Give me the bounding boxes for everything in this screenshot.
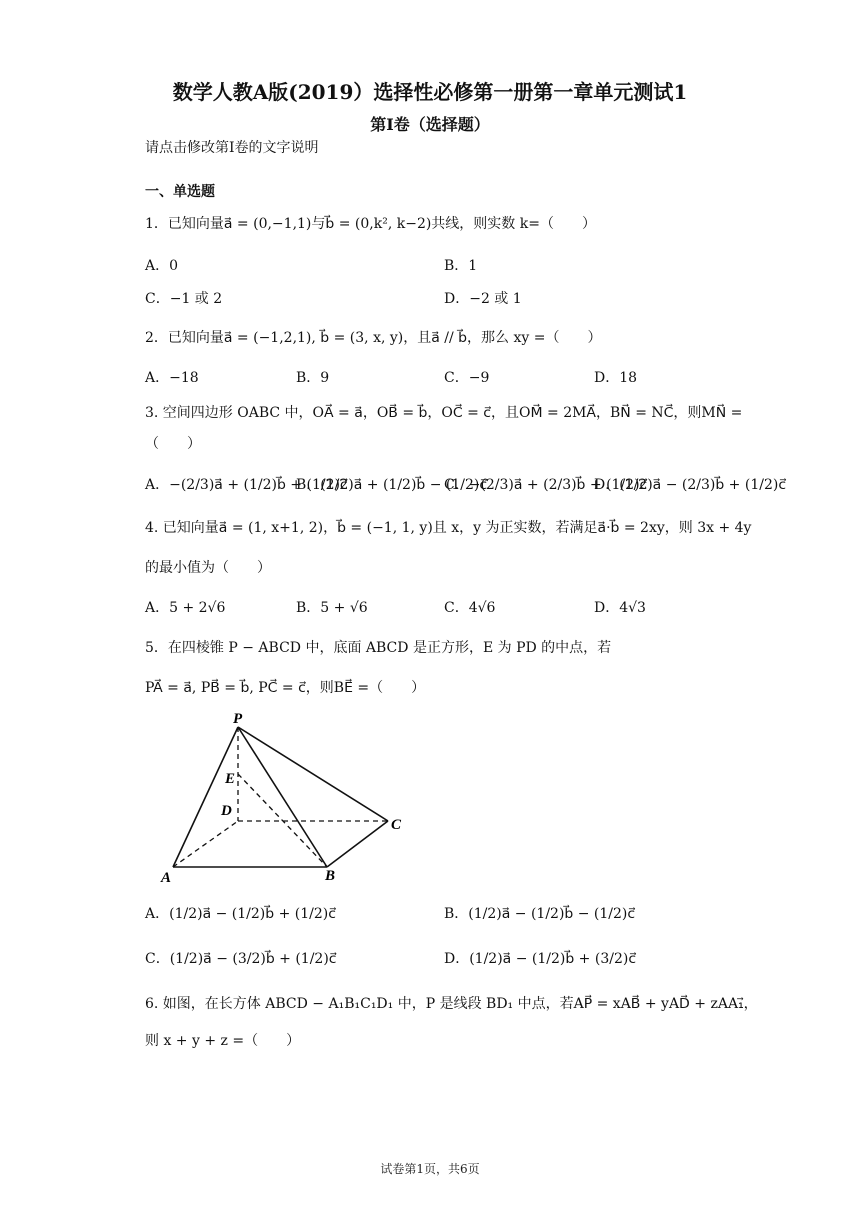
question-3-option-d[interactable]: D．(1/2)a⃗ − (2/3)b⃗ + (1/2)c⃗	[594, 477, 787, 493]
question-5-option-b[interactable]: B．(1/2)a⃗ − (1/2)b⃗ − (1/2)c⃗	[444, 906, 636, 922]
question-type-heading: 一、单选题	[145, 184, 215, 200]
question-4-stem: 4. 已知向量a⃗ = (1, x+1, 2)，b⃗ = (−1, 1, y)且 x，y 为正实数，若满足a⃗·b⃗ = 2xy，则 3x + 4y	[145, 520, 752, 536]
question-4-option-b[interactable]: B．5 + √6	[296, 600, 368, 616]
question-2-option-b[interactable]: B．9	[296, 370, 330, 386]
question-6-stem-line-2: 则 x + y + z =（ ）	[145, 1033, 301, 1049]
question-2-option-c[interactable]: C．−9	[444, 370, 490, 386]
edge-ad-hidden	[173, 821, 238, 867]
question-2-option-d[interactable]: D．18	[594, 370, 638, 386]
question-3-option-a[interactable]: A．−(2/3)a⃗ + (1/2)b⃗ + (1/2)c⃗	[145, 477, 348, 493]
edge-pa	[173, 727, 238, 867]
label-b: B	[325, 868, 336, 884]
page-footer: 试卷第1页，共6页	[380, 1162, 480, 1176]
question-3-option-b[interactable]: B．(1/2)a⃗ + (1/2)b⃗ − (1/2)c⃗	[296, 477, 488, 493]
question-2-stem: 2．已知向量a⃗ = (−1,2,1), b⃗ = (3, x, y)，且a⃗ // b⃗，那么 xy =（ ）	[145, 330, 602, 346]
label-p: P	[233, 711, 243, 727]
label-a: A	[161, 870, 172, 885]
edge-pc	[238, 727, 388, 821]
label-e: E	[225, 771, 236, 787]
question-5-option-d[interactable]: D．(1/2)a⃗ − (1/2)b⃗ + (3/2)c⃗	[444, 951, 637, 967]
question-3-stem: 3. 空间四边形 OABC 中，OA⃗ = a⃗，OB⃗ = b⃗，OC⃗ = c⃗，且OM⃗ = 2MA⃗，BN⃗ = NC⃗，则MN⃗ =	[145, 405, 743, 421]
question-5-option-a[interactable]: A．(1/2)a⃗ − (1/2)b⃗ + (1/2)c⃗	[145, 906, 336, 922]
question-1-option-a[interactable]: A．0	[145, 258, 179, 274]
question-1-option-c[interactable]: C．−1 或 2	[145, 291, 223, 307]
question-4-stem-line-2: 的最小值为（ ）	[145, 560, 271, 576]
section-heading: 第I卷（选择题）	[370, 115, 490, 134]
question-5-option-c[interactable]: C．(1/2)a⃗ − (3/2)b⃗ + (1/2)c⃗	[145, 951, 337, 967]
question-1-option-b[interactable]: B．1	[444, 258, 478, 274]
pyramid-figure	[155, 705, 415, 885]
question-4-option-d[interactable]: D．4√3	[594, 600, 646, 616]
instruction-note[interactable]: 请点击修改第I卷的文字说明	[145, 140, 319, 156]
edge-pb	[238, 727, 327, 867]
question-2-option-a[interactable]: A．−18	[145, 370, 199, 386]
document-title: 数学人教A版(2019）选择性必修第一册第一章单元测试1	[172, 80, 688, 104]
label-c: C	[391, 817, 402, 833]
question-1-stem: 1．已知向量a⃗ = (0,−1,1)与b⃗ = (0,k², k−2)共线，则实数 k=（ ）	[145, 216, 596, 232]
question-4-option-c[interactable]: C．4√6	[444, 600, 496, 616]
question-4-option-a[interactable]: A．5 + 2√6	[145, 600, 226, 616]
question-5-stem-line-2: PA⃗ = a⃗, PB⃗ = b⃗, PC⃗ = c⃗，则BE⃗ =（ ）	[145, 680, 426, 696]
question-1-option-d[interactable]: D．−2 或 1	[444, 291, 522, 307]
question-5-stem: 5．在四棱锥 P − ABCD 中，底面 ABCD 是正方形，E 为 PD 的中点，若	[145, 640, 612, 656]
question-3-stem-line-2: （ ）	[145, 436, 201, 452]
question-3-option-c[interactable]: C．−(2/3)a⃗ + (2/3)b⃗ + (1/2)c⃗	[444, 477, 648, 493]
label-d: D	[221, 803, 232, 819]
edge-bc	[327, 821, 388, 867]
question-6-stem: 6. 如图，在长方体 ABCD − A₁B₁C₁D₁ 中，P 是线段 BD₁ 中点，若AP⃗ = xAB⃗ + yAD⃗ + zAA₁⃗，	[145, 996, 758, 1012]
